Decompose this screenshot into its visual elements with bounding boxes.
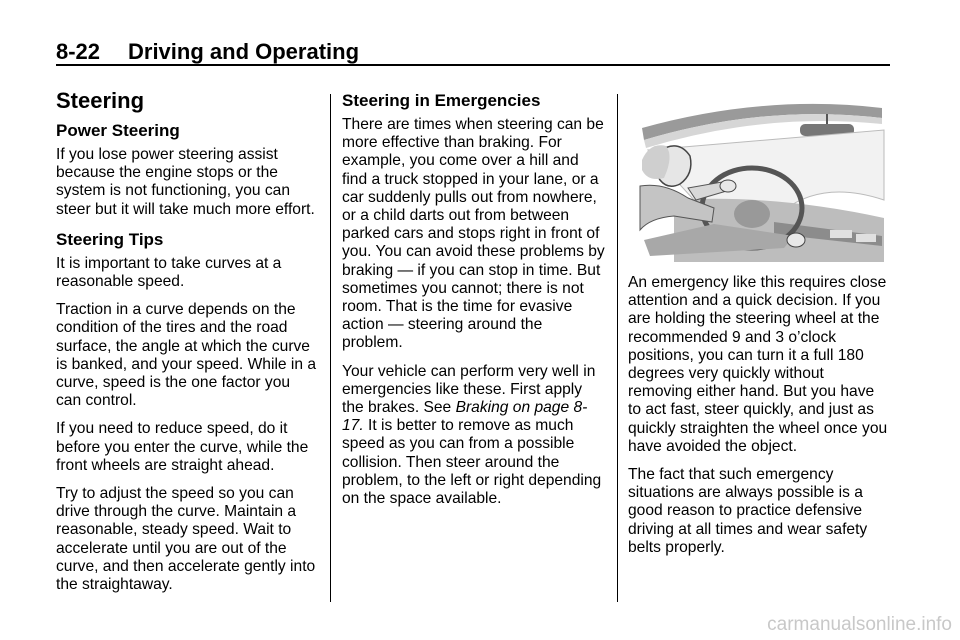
emergencies-paragraph-1: There are times when steering can be more effective than braking. For example, you come over a hill and find a truck stopped in your lane, or a car suddenly pulls out from nowhere, or a child darts out from between parked cars and stops right in front of you. You can avoid these problems by braking — if you can stop in time. But sometimes you cannot; there is not room. That is the time for evasive action — steering around the problem. [342,116,605,352]
header-rule [56,64,890,66]
steering-tips-heading: Steering Tips [56,229,164,249]
column-divider-1 [330,94,331,602]
p2-end: It is better to remove as much speed as you can from a possible collision. Then steer around the problem, to the left or right depending on the space available. [342,417,602,508]
column-2 [342,90,606,518]
col3-paragraph-1: An emergency like this requires close attention and a quick decision. If you are holding the steering wheel at the recommended 9 and 3 o’clock positions, you can turn it a full 180 degrees very quickly without removing either hand. But you have to act fast, steer quickly, and just as quickly straighten the wheel once you have avoided the object. [628,274,888,455]
tips-paragraph-3: If you need to reduce speed, do it before you enter the curve, while the front wheels are straight ahead. [56,420,309,474]
tips-paragraph-1: It is important to take curves at a reasonable speed. [56,254,282,291]
page-number: 8-22 [56,39,101,64]
column-3 [628,90,890,567]
driver-steering-illustration [634,90,886,262]
power-steering-heading: Power Steering [56,121,180,140]
column-1 [56,82,318,604]
section-title: Driving and Operating [128,39,360,64]
page-header [56,38,890,66]
emergencies-paragraph-2 [342,363,606,509]
tips-paragraph-4: Try to adjust the speed so you can drive through the curve. Maintain a reasonable, steady speed. Wait to accelerate until you are out of the curve, and then accelerate gently into the straightaway. [56,485,316,594]
p2-start: Your vehicle can perform very well in emergencies like these. First apply the brakes. See [342,362,596,417]
col3-paragraph-2: The fact that such emergency situations are always possible is a good reason to practice defensive driving at all times and wear safety belts properly. [628,466,868,556]
tips-paragraph-2: Traction in a curve depends on the condition of the tires and the road surface, the angle at which the curve is banked, and your speed. While in a curve, speed is the one factor you can control. [56,301,317,410]
emergencies-heading: Steering in Emergencies [342,91,541,110]
column-divider-2 [617,94,618,602]
power-steering-paragraph: If you lose power steering assist because the engine stops or the system is not functioning, you can steer but it will take much more effort. [56,146,315,218]
braking-reference-link[interactable]: Braking on page 8-17. [342,399,588,435]
watermark: carmanualsonline.info [767,614,952,635]
steering-title: Steering [56,88,145,113]
